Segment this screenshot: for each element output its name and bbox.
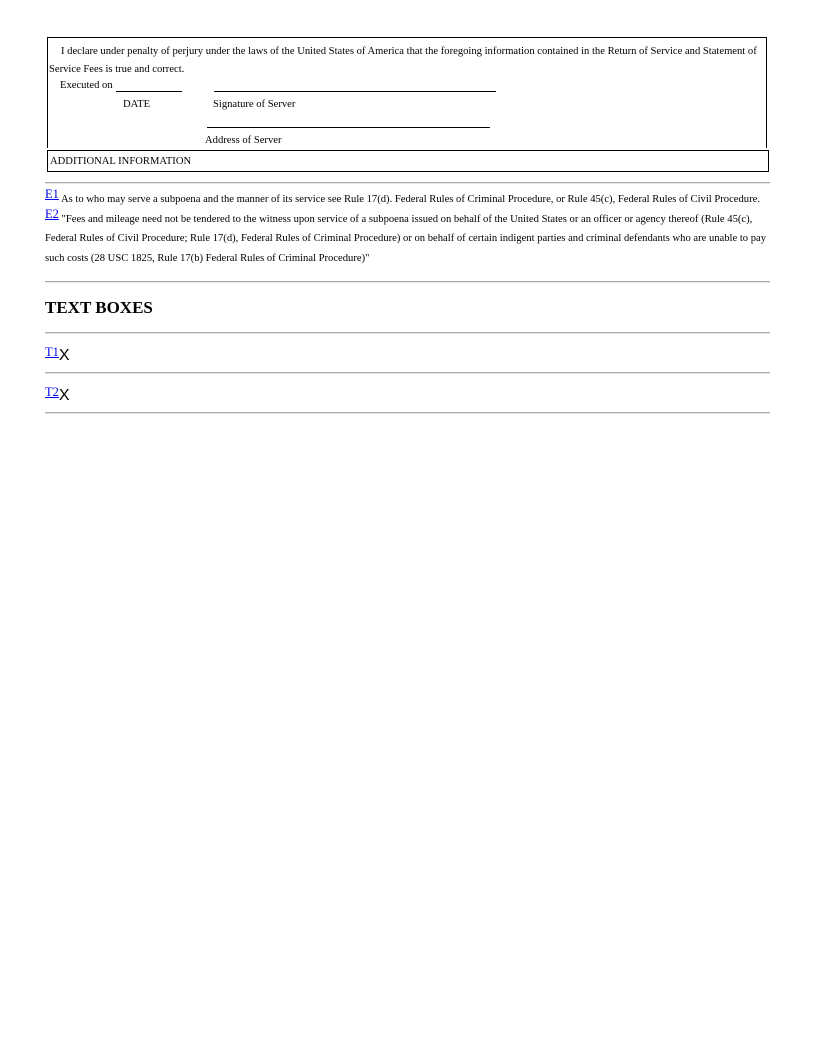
- endnotes: [45, 187, 771, 268]
- additional-information-box: [47, 150, 769, 172]
- divider: [45, 182, 770, 184]
- declaration-statement: I declare under penalty of perjury under the laws of the United States of America that the foregoing information contained in the Return of Service and Statement of Service Fees is true and correct.: [49, 46, 757, 75]
- text-box-value: X: [58, 387, 70, 404]
- text-box-value: X: [58, 347, 70, 364]
- address-label: Address of Server: [205, 135, 282, 146]
- text-box-row: [45, 385, 70, 406]
- divider: [45, 372, 770, 374]
- divider: [45, 412, 770, 414]
- divider: [45, 281, 770, 283]
- declaration-box: [47, 37, 767, 148]
- signature-line: [214, 91, 496, 92]
- date-line: [116, 91, 182, 92]
- text-box-row: [45, 345, 70, 366]
- endnote-ref-link[interactable]: E2: [45, 206, 59, 221]
- date-label: DATE: [123, 99, 151, 110]
- address-line: [207, 127, 490, 128]
- endnote-text: "Fees and mileage need not be tendered to the witness upon service of a subpoena issued on behalf of the United States or an officer or agency thereof (Rule 45(c), Federal Rules of Civil Procedure; Rule 17(d), Federal Rules of Criminal Procedure) or on behalf of certain indigent parties and criminal defendants who are unable to pay such costs (28 USC 1825, Rule 17(b) Federal Rules of Criminal Procedure)": [45, 213, 767, 264]
- additional-information-label: ADDITIONAL INFORMATION: [50, 156, 192, 167]
- executed-on-label: Executed on: [60, 80, 113, 91]
- divider: [45, 332, 770, 334]
- endnote-e1: [45, 187, 771, 210]
- endnote-text: As to who may serve a subpoena and the manner of its service see Rule 17(d). Federal Rules of Criminal Procedure, or Rule 45(c), Federal Rules of Civil Procedure.: [60, 194, 760, 205]
- endnote-e2: [45, 206, 771, 269]
- text-boxes-heading: TEXT BOXES: [45, 298, 153, 317]
- endnote-ref-link[interactable]: E1: [45, 187, 59, 201]
- text-box-ref-link[interactable]: T2: [45, 385, 59, 399]
- text-box-ref-link[interactable]: T1: [45, 345, 59, 359]
- signature-label: Signature of Server: [213, 99, 296, 110]
